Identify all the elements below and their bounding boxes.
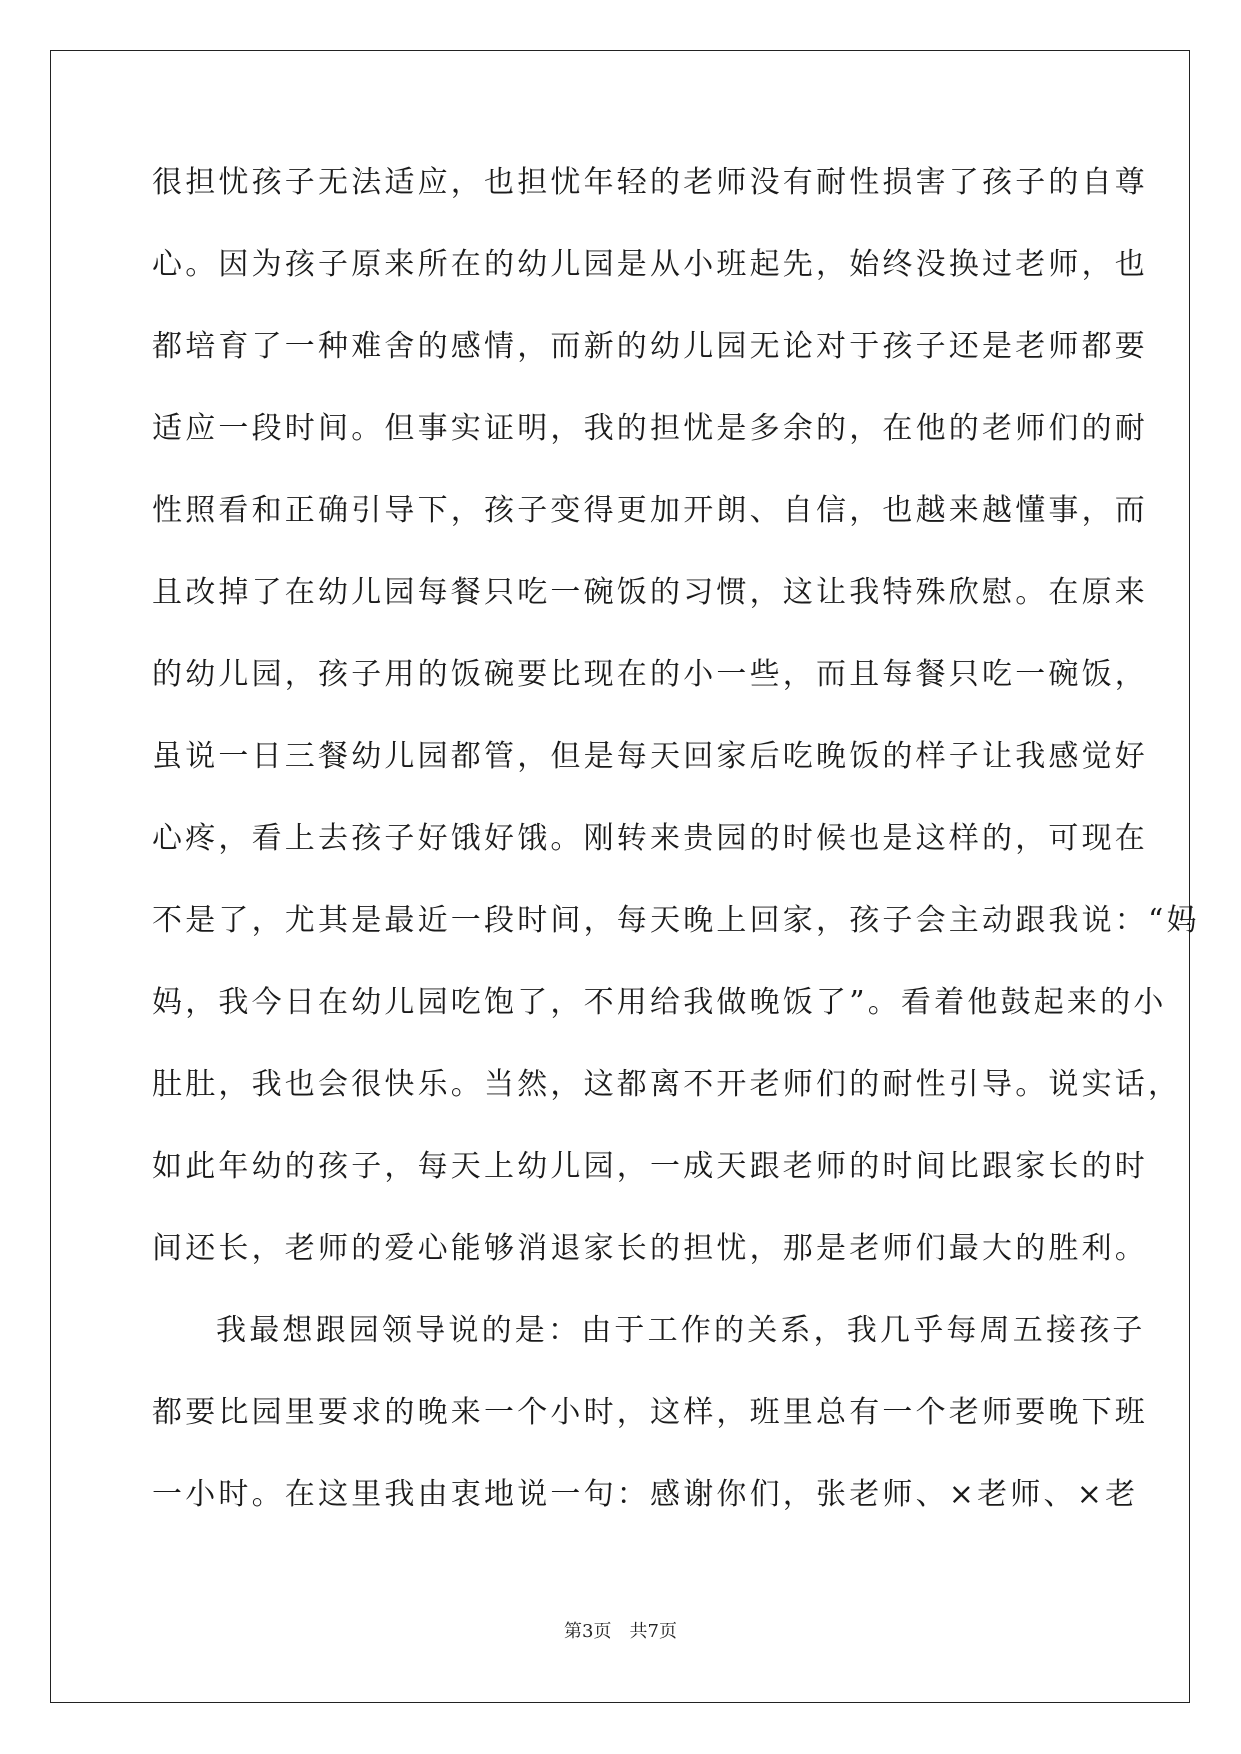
text-line: 心疼，看上去孩子好饿好饿。刚转来贵园的时候也是这样的，可现在 bbox=[152, 821, 1148, 856]
text-line: 一小时。在这里我由衷地说一句：感谢你们，张老师、×老师、×老 bbox=[152, 1477, 1139, 1512]
text-line: 肚肚，我也会很快乐。当然，这都离不开老师们的耐性引导。说实话， bbox=[152, 1067, 1182, 1102]
text-line: 心。因为孩子原来所在的幼儿园是从小班起先，始终没换过老师，也 bbox=[152, 247, 1148, 282]
text-line: 虽说一日三餐幼儿园都管，但是每天回家后吃晚饭的样子让我感觉好 bbox=[152, 739, 1148, 774]
text-line: 如此年幼的孩子，每天上幼儿园，一成天跟老师的时间比跟家长的时 bbox=[152, 1149, 1148, 1184]
text-line: 妈，我今日在幼儿园吃饱了，不用给我做晚饭了”。看着他鼓起来的小 bbox=[152, 985, 1167, 1020]
text-line: 适应一段时间。但事实证明，我的担忧是多余的，在他的老师们的耐 bbox=[152, 411, 1148, 446]
text-line: 性照看和正确引导下，孩子变得更加开朗、自信，也越来越懂事，而 bbox=[152, 493, 1148, 528]
text-line: 间还长，老师的爱心能够消退家长的担忧，那是老师们最大的胜利。 bbox=[152, 1231, 1148, 1266]
text-line: 且改掉了在幼儿园每餐只吃一碗饭的习惯，这让我特殊欣慰。在原来 bbox=[152, 575, 1148, 610]
text-line: 的幼儿园，孩子用的饭碗要比现在的小一些，而且每餐只吃一碗饭， bbox=[152, 657, 1148, 692]
text-line: 不是了，尤其是最近一段时间，每天晚上回家，孩子会主动跟我说：“妈 bbox=[152, 903, 1200, 938]
body-text bbox=[152, 163, 1200, 1557]
page-number-footer: 第3页 共7页 bbox=[564, 1621, 677, 1642]
text-line: 都培育了一种难舍的感情，而新的幼儿园无论对于孩子还是老师都要 bbox=[152, 329, 1148, 364]
text-line: 很担忧孩子无法适应，也担忧年轻的老师没有耐性损害了孩子的自尊 bbox=[152, 165, 1148, 200]
paragraph-start-line: 我最想跟园领导说的是：由于工作的关系，我几乎每周五接孩子 bbox=[216, 1313, 1146, 1348]
text-line: 都要比园里要求的晚来一个小时，这样，班里总有一个老师要晚下班 bbox=[152, 1395, 1148, 1430]
